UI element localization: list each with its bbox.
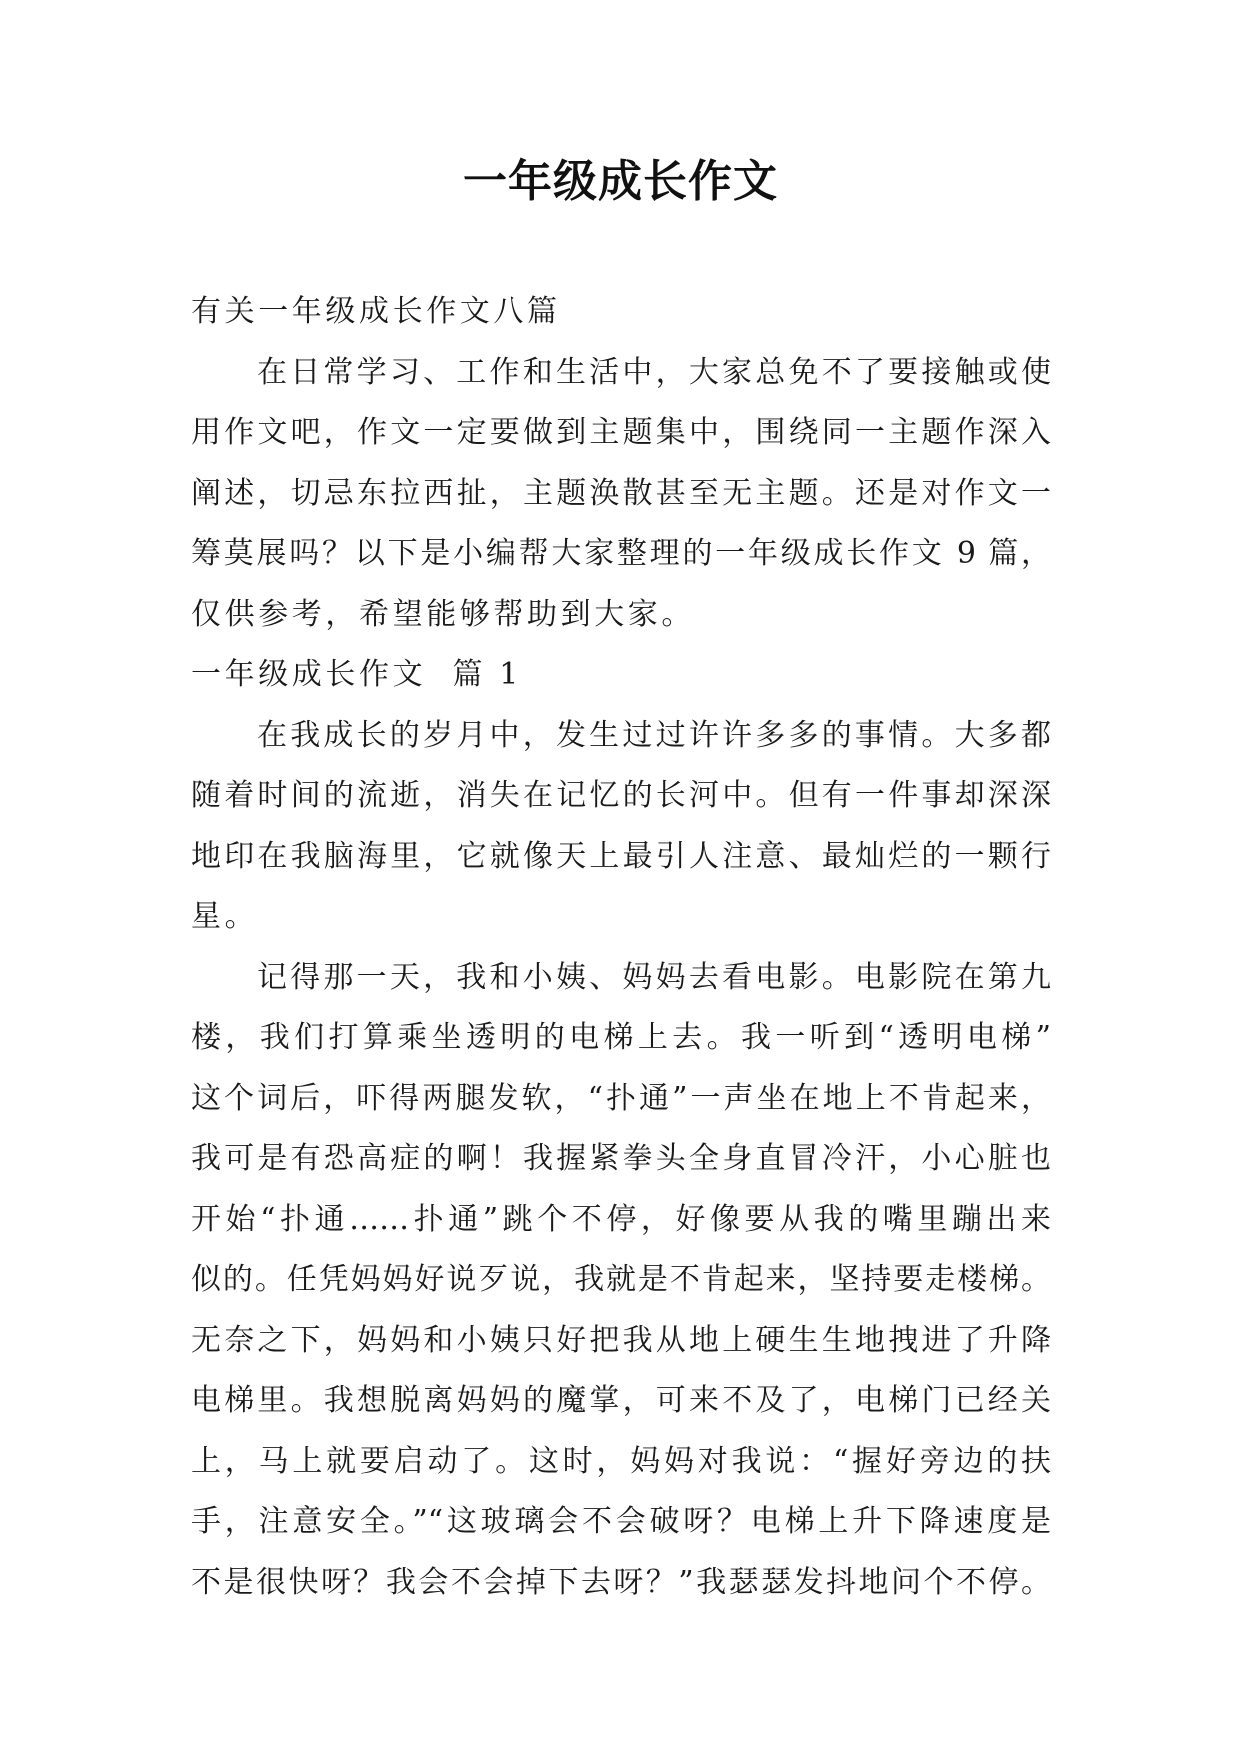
text-line: 开始“扑通……扑通”跳个不停，好像要从我的嘴里蹦出来: [191, 1201, 1051, 1237]
text-line: 筹莫展吗？以下是小编帮大家整理的一年级成长作文 9 篇，: [191, 536, 1051, 571]
text-line: 随着时间的流逝，消失在记忆的长河中。但有一件事却深深: [191, 778, 1051, 813]
text-line: 电梯里。我想脱离妈妈的魔掌，可来不及了，电梯门已经关: [191, 1383, 1051, 1418]
text-line: 楼，我们打算乘坐透明的电梯上去。我一听到“透明电梯”: [191, 1020, 1051, 1055]
text-line: 在日常学习、工作和生活中，大家总免不了要接触或使: [257, 354, 1051, 390]
section-heading: 一年级成长作文 篇 1: [191, 657, 522, 692]
text-line: 用作文吧，作文一定要做到主题集中，围绕同一主题作深入: [191, 415, 1051, 450]
text-line: 我可是有恐高症的啊！我握紧拳头全身直冒冷汗，小心脏也: [191, 1141, 1051, 1176]
paragraph-1: [191, 706, 1051, 948]
text-line: 手，注意安全。”“这玻璃会不会破呀？电梯上升下降速度是: [191, 1504, 1051, 1539]
text-line: 无奈之下，妈妈和小姨只好把我从地上硬生生地拽进了升降: [191, 1322, 1051, 1358]
text-line: 阐述，切忌东拉西扯，主题涣散甚至无主题。还是对作文一: [191, 475, 1051, 511]
subtitle: 有关一年级成长作文八篇: [191, 294, 561, 329]
intro-paragraph: [191, 343, 1051, 646]
text-line: 在我成长的岁月中，发生过过许许多多的事情。大多都: [257, 717, 1051, 753]
text-line: 记得那一天，我和小姨、妈妈去看电影。电影院在第九: [257, 959, 1051, 995]
text-line: 这个词后，吓得两腿发软，“扑通”一声坐在地上不肯起来，: [191, 1080, 1051, 1116]
text-line: 地印在我脑海里，它就像天上最引人注意、最灿烂的一颗行: [191, 838, 1051, 874]
document-title: 一年级成长作文: [463, 156, 778, 207]
text-line: 似的。任凭妈妈好说歹说，我就是不肯起来，坚持要走楼梯。: [191, 1262, 1051, 1297]
document-body: [191, 282, 1051, 1613]
text-line: 星。: [191, 899, 259, 934]
text-line: 上，马上就要启动了。这时，妈妈对我说：“握好旁边的扶: [191, 1443, 1051, 1479]
text-line: 不是很快呀？我会不会掉下去呀？”我瑟瑟发抖地问个不停。: [191, 1564, 1051, 1600]
text-line: 仅供参考，希望能够帮助到大家。: [191, 596, 695, 632]
paragraph-2: [191, 948, 1051, 1614]
